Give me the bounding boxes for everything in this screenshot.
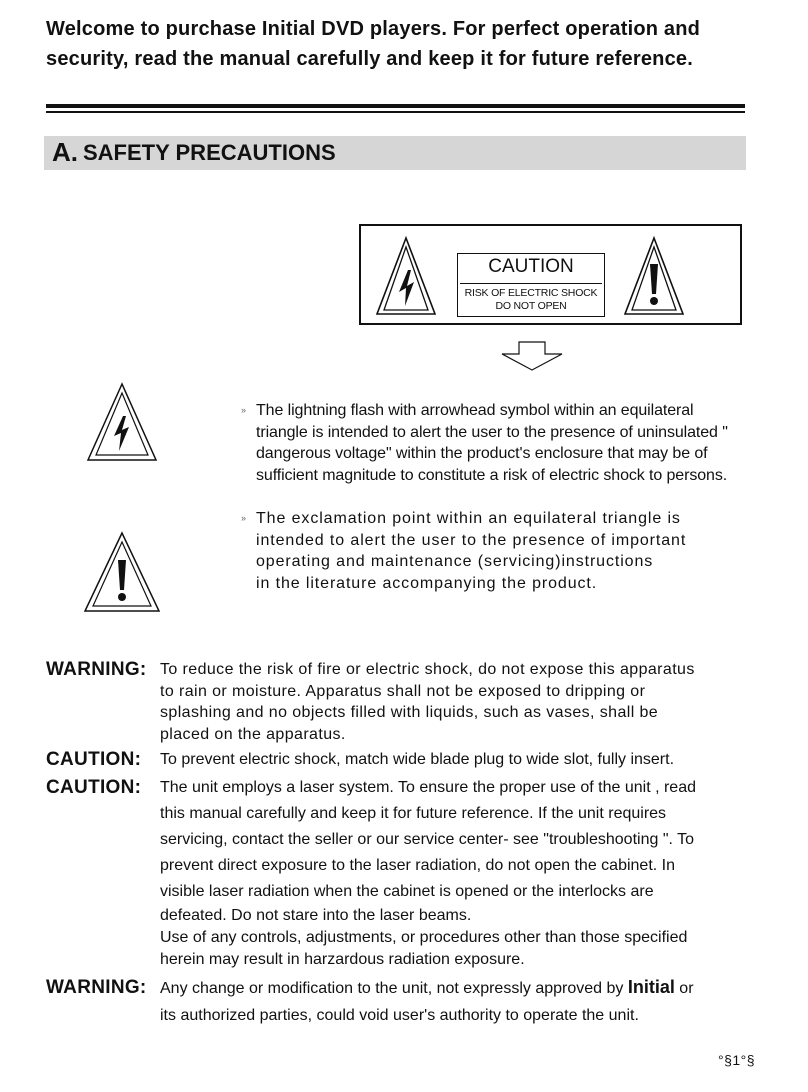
warning-text <box>160 974 756 1029</box>
page-number: °§1°§ <box>718 1052 756 1068</box>
bullet-marker: » <box>241 513 247 523</box>
section-header <box>44 136 746 170</box>
text-line: intended to alert the user to the presence of important <box>256 531 687 549</box>
down-arrow-icon <box>499 340 565 372</box>
text-line <box>160 974 756 1002</box>
text-line: prevent direct exposure to the laser radiation, do not open the cabinet. In <box>160 857 675 874</box>
caution-text <box>160 775 756 971</box>
caution-label-box <box>359 224 742 325</box>
text-line: visible laser radiation when the cabinet is opened or the interlocks are <box>160 883 654 900</box>
brand-name: Initial <box>627 977 675 997</box>
lightning-symbol-icon <box>85 381 159 463</box>
lightning-explanation <box>241 400 756 486</box>
warning-label: WARNING: <box>46 977 147 998</box>
text-line: To prevent electric shock, match wide blade plug to wide slot, fully insert. <box>160 751 675 768</box>
text-line: to rain or moisture. Apparatus shall not be exposed to dripping or <box>160 682 646 700</box>
caution-label-divider <box>460 283 602 284</box>
bullet-marker: » <box>241 405 246 415</box>
caution-label-text: CAUTION: <box>46 749 142 770</box>
text-line: The exclamation point within an equilateral triangle is <box>256 510 681 527</box>
warning-text <box>160 659 756 745</box>
caution-label <box>457 253 605 317</box>
caution-subtitle-2: DO NOT OPEN <box>495 300 567 313</box>
caution-note-laser <box>46 775 756 971</box>
section-letter: A. <box>52 137 78 167</box>
text-line: servicing, contact the seller or our service center- see "troubleshooting ". To <box>160 831 694 848</box>
text-line: herein may result in harzardous radiation exposure. <box>160 951 525 968</box>
text-line: operating and maintenance (servicing)instructions <box>256 553 654 570</box>
divider-thin <box>46 111 745 113</box>
warning-note-moisture <box>46 659 756 745</box>
text-line: splashing and no objects filled with liquids, such as vases, shall be <box>160 704 659 721</box>
lightning-warning-icon <box>375 234 437 318</box>
section-title: SAFETY PRECAUTIONS <box>83 140 336 165</box>
text-line: placed on the apparatus. <box>160 725 346 743</box>
text-line: The lightning flash with arrowhead symbol within an equilateral <box>256 402 694 419</box>
warning-note-modification <box>46 974 756 1029</box>
text-line: The unit employs a laser system. To ensure the proper use of the unit , read <box>160 779 696 796</box>
caution-subtitle-1: RISK OF ELECTRIC SHOCK <box>464 287 598 300</box>
text-line: this manual carefully and keep it for future reference. If the unit requires <box>160 805 667 822</box>
text-line: dangerous voltage" within the product's enclosure that may be of <box>256 445 708 462</box>
intro-line-2: security, read the manual carefully and keep it for future reference. <box>46 48 693 70</box>
caution-label-text: CAUTION: <box>46 777 142 798</box>
text-line: To reduce the risk of fire or electric shock, do not expose this apparatus <box>160 661 695 678</box>
divider-thick <box>46 104 745 108</box>
warning-label: WARNING: <box>46 659 147 680</box>
caution-text <box>160 749 756 770</box>
caution-title: CAUTION <box>488 256 574 277</box>
text-line: in the literature accompanying the product. <box>256 574 598 592</box>
text-line: triangle is intended to alert the user to the presence of uninsulated " <box>256 423 728 441</box>
intro-line-1: Welcome to purchase Initial DVD players. For perfect operation and <box>46 18 701 40</box>
intro-text <box>46 14 746 74</box>
text-line: sufficient magnitude to constitute a risk of electric shock to persons. <box>256 466 728 484</box>
exclamation-warning-icon <box>623 234 685 318</box>
text-line: its authorized parties, could void user's authority to operate the unit. <box>160 1007 639 1024</box>
text-segment: Any change or modification to the unit, not expressly approved by <box>160 980 628 997</box>
exclamation-explanation <box>241 508 736 594</box>
text-segment: or <box>674 980 694 997</box>
text-line: defeated. Do not stare into the laser beams. <box>160 907 472 924</box>
text-line: Use of any controls, adjustments, or procedures other than those specified <box>160 929 688 946</box>
exclamation-symbol-icon <box>82 530 162 614</box>
caution-note-plug <box>46 749 756 770</box>
